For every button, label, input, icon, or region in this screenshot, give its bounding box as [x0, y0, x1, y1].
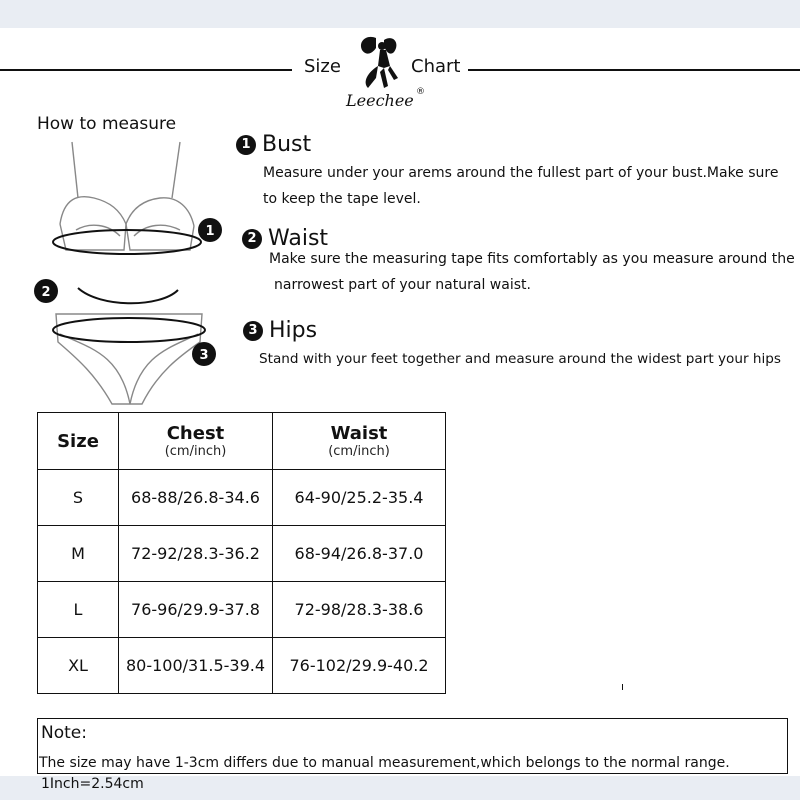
bust-number-badge: 1 — [236, 135, 256, 155]
extra-cell — [446, 526, 451, 582]
bust-title: Bust — [262, 132, 312, 157]
hips-title: Hips — [269, 318, 318, 343]
header-waist-cell — [273, 413, 446, 470]
inch-conversion: 1Inch=2.54cm — [41, 776, 144, 792]
marker-3: 3 — [199, 348, 209, 363]
size-cell: S — [38, 470, 119, 526]
header-size-cell — [38, 413, 119, 470]
size-chart-page — [0, 28, 800, 792]
size-cell: L — [38, 582, 119, 638]
bust-line-1: Measure under your arems around the fullest part of your bust.Make sure — [263, 165, 779, 181]
extra-cell — [446, 638, 451, 694]
chest-cell: 68-88/26.8-34.6 — [119, 470, 273, 526]
waist-title: Waist — [268, 226, 329, 251]
waist-cell: 72-98/28.3-38.6 — [273, 582, 446, 638]
brand-logo — [338, 32, 428, 114]
hips-number-badge: 3 — [243, 321, 263, 341]
header-extra-cell — [446, 413, 451, 470]
bikini-measure-diagram — [30, 138, 230, 418]
note-box — [37, 718, 788, 774]
size-cell: M — [38, 526, 119, 582]
chest-cell: 76-96/29.9-37.8 — [119, 582, 273, 638]
header-chest-cell — [119, 413, 273, 470]
hips-heading — [243, 318, 317, 343]
bust-line-2: to keep the tape level. — [263, 191, 421, 207]
header-chest-unit: (cm/inch) — [164, 444, 227, 459]
header-chest-label: Chest — [166, 423, 225, 444]
waist-cell: 76-102/29.9-40.2 — [273, 638, 446, 694]
extra-cell — [446, 582, 451, 638]
table-row — [38, 470, 451, 526]
hips-line-1: Stand with your feet together and measure around the widest part your hips — [259, 351, 781, 367]
header-size-label: Size — [57, 430, 99, 452]
bust-description — [263, 160, 778, 212]
marker-1: 1 — [205, 224, 215, 239]
table-header-row — [38, 413, 451, 470]
waist-cell: 64-90/25.2-35.4 — [273, 470, 446, 526]
header-rule-left — [0, 69, 292, 71]
header-chart-word: Chart — [411, 56, 461, 77]
brand-name: Leechee — [346, 91, 414, 110]
chest-cell: 72-92/28.3-36.2 — [119, 526, 273, 582]
header-waist-unit: (cm/inch) — [328, 444, 390, 459]
waist-cell: 68-94/26.8-37.0 — [273, 526, 446, 582]
table-row — [38, 526, 451, 582]
waist-number-badge: 2 — [242, 229, 262, 249]
chest-cell: 80-100/31.5-39.4 — [119, 638, 273, 694]
table-row — [38, 638, 451, 694]
table-row — [38, 582, 451, 638]
table-tick-mark — [622, 684, 623, 690]
note-text: The size may have 1-3cm differs due to manual measurement,which belongs to the normal range. — [39, 755, 730, 771]
hips-description — [259, 346, 781, 372]
size-cell: XL — [38, 638, 119, 694]
how-to-measure-title: How to measure — [37, 114, 177, 134]
header-size-word: Size — [304, 56, 341, 77]
header-waist-label: Waist — [330, 423, 388, 444]
marker-2: 2 — [41, 285, 51, 300]
waist-line-1: Make sure the measuring tape fits comfortably as you measure around the — [269, 251, 795, 267]
header-rule-right — [468, 69, 800, 71]
waist-line-2: narrowest part of your natural waist. — [274, 277, 531, 293]
registered-mark: ® — [416, 87, 425, 97]
bust-heading — [236, 132, 311, 157]
size-table — [37, 412, 450, 694]
waist-description — [269, 246, 795, 298]
note-title: Note: — [41, 723, 87, 743]
extra-cell — [446, 470, 451, 526]
